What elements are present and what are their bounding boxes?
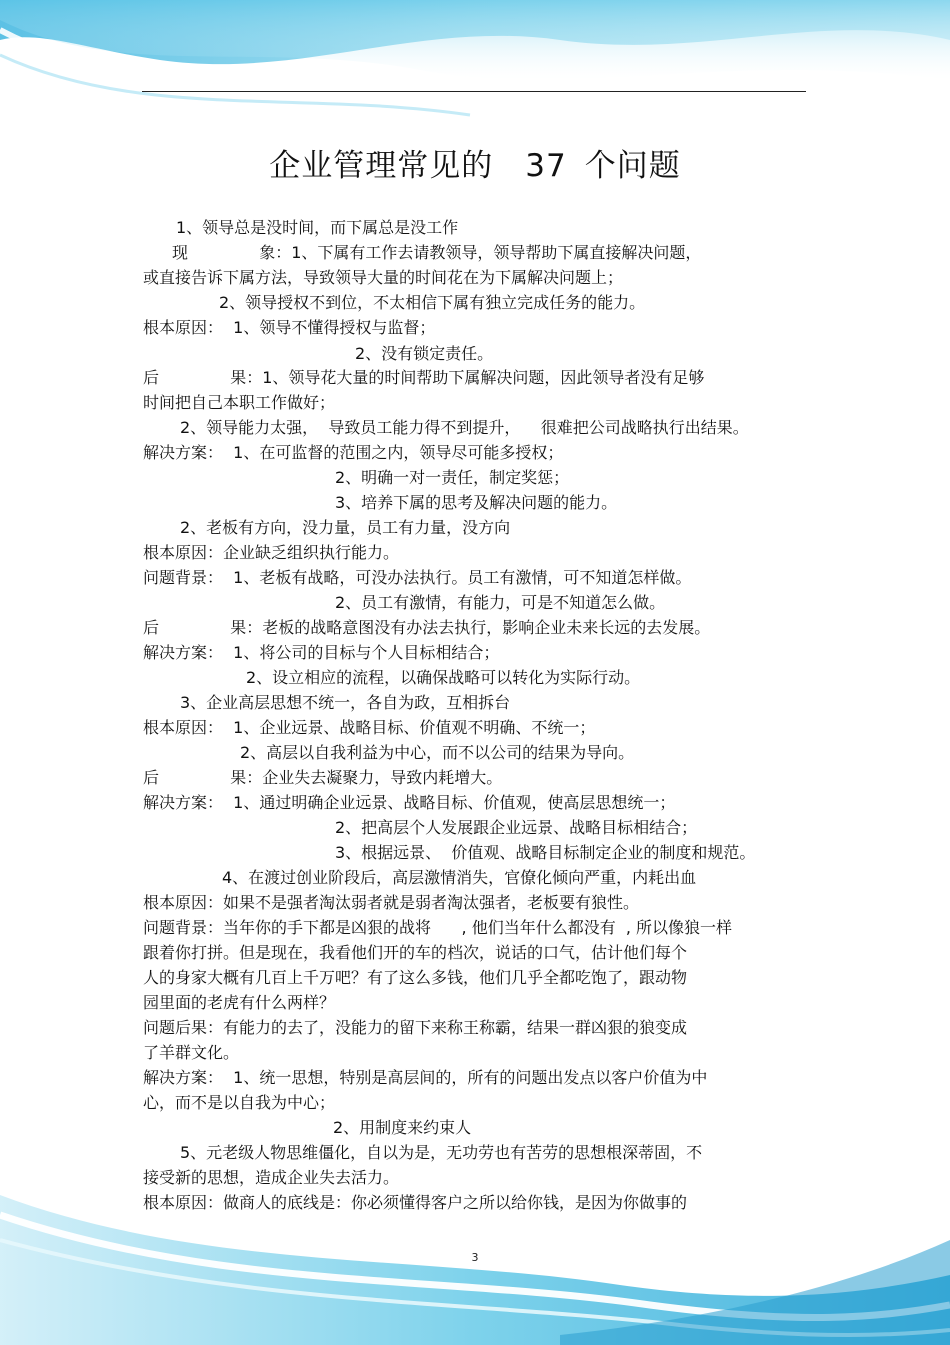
text-line: 心，而不是以自我为中心； (143, 1093, 336, 1112)
text-line: 问题后果：有能力的去了，没能力的留下来称王称霸，结果一群凶狠的狼变成 (143, 1018, 688, 1037)
text-line: 2、领导授权不到位，不太相信下属有独立完成任务的能力。 (219, 293, 646, 312)
text-line: 2、老板有方向，没力量，员工有力量，没方向 (180, 518, 511, 537)
text-line: 根本原因：企业缺乏组织执行能力。 (143, 543, 400, 562)
text-line: 或直接告诉下属方法，导致领导大量的时间花在为下属解决问题上； (143, 268, 624, 287)
text-line: 2、领导能力太强， 导致员工能力得不到提升， 很难把公司战略执行出结果。 (180, 418, 749, 437)
text-line: 时间把自己本职工作做好； (143, 393, 336, 412)
text-line: 解决方案： 1、在可监督的范围之内，领导尽可能多授权； (143, 443, 564, 462)
text-line: 2、没有锁定责任。 (355, 344, 494, 363)
text-line: 后 果：1、领导花大量的时间帮助下属解决问题，因此领导者没有足够 (143, 368, 705, 387)
text-line: 解决方案： 1、将公司的目标与个人目标相结合； (143, 643, 500, 662)
text-line: 问题背景： 1、老板有战略，可没办法执行。员工有激情，可不知道怎样做。 (143, 568, 692, 587)
page-number: 3 (471, 1251, 479, 1264)
text-line: 2、设立相应的流程，以确保战略可以转化为实际行动。 (246, 668, 641, 687)
text-line: 跟着你打拼。但是现在，我看他们开的车的档次，说话的口气，估计他们每个 (143, 943, 688, 962)
text-line: 后 果：企业失去凝聚力，导致内耗增大。 (143, 768, 503, 787)
text-line: 根本原因： 1、领导不懂得授权与监督； (143, 318, 436, 337)
title-suffix: 个问题 (584, 148, 681, 184)
text-line: 根本原因： 1、企业远景、战略目标、价值观不明确、不统一； (143, 718, 596, 737)
text-line: 1、领导总是没时间，而下属总是没工作 (176, 218, 459, 237)
text-line: 3、培养下属的思考及解决问题的能力。 (335, 493, 618, 512)
text-line: 解决方案： 1、通过明确企业远景、战略目标、价值观，使高层思想统一； (143, 793, 676, 812)
text-line: 园里面的老虎有什么两样？ (143, 993, 336, 1012)
text-line: 根本原因：如果不是强者淘汰弱者就是弱者淘汰强者，老板要有狼性。 (143, 893, 640, 912)
title-text: 企业管理常见的 (269, 148, 494, 184)
text-line: 人的身家大概有几百上千万吧？有了这么多钱，他们几乎全都吃饱了，跟动物 (143, 968, 688, 987)
text-line: 2、明确一对一责任，制定奖惩； (335, 468, 570, 487)
text-line: 3、企业高层思想不统一，各自为政，互相拆台 (180, 693, 511, 712)
text-line: 2、高层以自我利益为中心，而不以公司的结果为导向。 (240, 743, 635, 762)
text-line: 2、用制度来约束人 (333, 1118, 472, 1137)
text-line: 根本原因：做商人的底线是：你必须懂得客户之所以给你钱，是因为你做事的 (143, 1193, 688, 1212)
text-line: 4、在渡过创业阶段后，高层激情消失，官僚化倾向严重，内耗出血 (222, 868, 697, 887)
text-line: 现 象：1、下属有工作去请教领导，领导帮助下属直接解决问题， (172, 243, 702, 262)
text-line: 3、根据远景、 价值观、战略目标制定企业的制度和规范。 (335, 843, 756, 862)
title-number: 37 (525, 148, 567, 184)
text-line: 后 果：老板的战略意图没有办法去执行，影响企业未来长远的去发展。 (143, 618, 711, 637)
text-line: 了羊群文化。 (143, 1043, 240, 1062)
text-line: 2、员工有激情，有能力，可是不知道怎么做。 (335, 593, 666, 612)
text-line: 5、元老级人物思维僵化，自以为是，无功劳也有苦劳的思想根深蒂固，不 (180, 1143, 703, 1162)
text-line: 2、把高层个人发展跟企业远景、战略目标相结合； (335, 818, 698, 837)
text-line: 接受新的思想，造成企业失去活力。 (143, 1168, 400, 1187)
text-line: 问题背景：当年你的手下都是凶狠的战将 , 他们当年什么都没有 , 所以像狼一样 (143, 918, 733, 937)
text-line: 解决方案： 1、统一思想，特别是高层间的，所有的问题出发点以客户价值为中 (143, 1068, 708, 1087)
